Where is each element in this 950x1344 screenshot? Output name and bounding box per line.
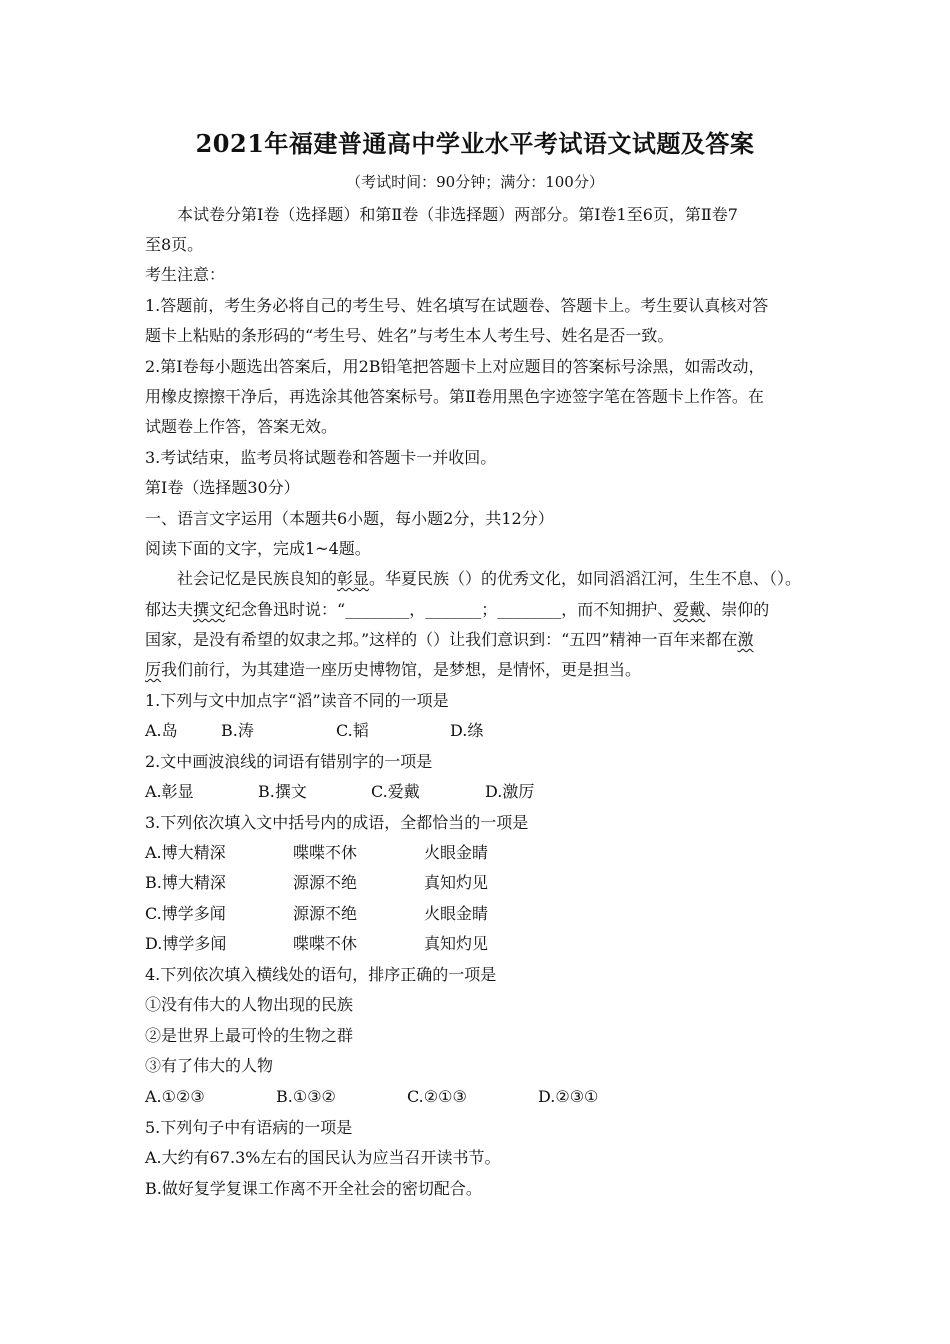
fill-blank: _______ [425, 600, 482, 619]
passage-text: 、崇仰的 [705, 600, 770, 619]
passage-line [145, 659, 641, 681]
option-a: A.彰显 [145, 782, 194, 801]
sentence-item: ③有了伟大的人物 [145, 1056, 274, 1075]
option-b: B.涛 [221, 721, 254, 740]
notice-line: 试题卷上作答，答案无效。 [145, 417, 338, 436]
option-d: D.绦 [450, 721, 484, 740]
wavy-word: 撰文 [193, 600, 226, 619]
option-b: B.撰文 [258, 782, 307, 801]
passage-text: 国家，是没有希望的奴隶之邦。”这样的（）让我们意识到：“五四”精神一百年来都在 [145, 630, 738, 649]
option-a: A.大约有67.3%左右的国民认为应当召开读书节。 [145, 1148, 501, 1167]
intro-line: 本试卷分第Ⅰ卷（选择题）和第Ⅱ卷（非选择题）两部分。第Ⅰ卷1至6页，第Ⅱ卷7 [177, 205, 738, 224]
sentence-item: ①没有伟大的人物出现的民族 [145, 995, 354, 1014]
section-heading: 第Ⅰ卷（选择题30分） [145, 478, 300, 497]
option-a-idiom: 火眼金睛 [424, 843, 489, 862]
option-b: B.做好复学复课工作离不开全社会的密切配合。 [145, 1179, 482, 1198]
notice-line: 用橡皮擦擦干净后，再选涂其他答案标号。第Ⅱ卷用黑色字迹签字笔在答题卡上作答。在 [145, 387, 764, 406]
option-d: D.激厉 [485, 782, 535, 801]
passage-text: ； [481, 600, 498, 619]
wavy-word: 厉 [145, 660, 162, 679]
question-stem: 2.文中画波浪线的词语有错别字的一项是 [145, 752, 433, 771]
passage-text: 郁达夫 [145, 600, 194, 619]
question-stem: 3.下列依次填入文中括号内的成语，全都恰当的一项是 [145, 813, 529, 832]
passage-text: 。华夏民族（）的优秀文化，如同滔滔江河，生生不息、（）。 [369, 569, 802, 588]
page-title: 2021年福建普通高中学业水平考试语文试题及答案 [195, 129, 755, 158]
notice-line: 1.答题前，考生务必将自己的考生号、姓名填写在试题卷、答题卡上。考生要认真核对答 [145, 296, 769, 315]
exam-time-note: （考试时间：90分钟；满分：100分） [346, 173, 604, 191]
passage-text: 我们前行，为其建造一座历史博物馆，是梦想，是情怀，更是担当。 [161, 660, 642, 679]
fill-blank: ________ [497, 600, 562, 619]
fill-blank: ________ [345, 600, 410, 619]
notice-line: 3.考试结束，监考员将试题卷和答题卡一并收回。 [145, 448, 497, 467]
option-a: A.博大精深 [145, 843, 226, 862]
option-c: C.②①③ [407, 1087, 467, 1106]
question-stem: 5.下列句子中有语病的一项是 [145, 1118, 353, 1137]
option-b: B.①③② [276, 1087, 336, 1106]
option-a-idiom: 喋喋不休 [293, 843, 358, 862]
passage-text: ， [409, 600, 426, 619]
notice-line: 题卡上粘贴的条形码的“考生号、姓名”与考生本人考生号、姓名是否一致。 [145, 326, 674, 345]
part-heading: 一、语言文字运用（本题共6小题，每小题2分，共12分） [145, 509, 554, 528]
option-d-idiom: 真知灼见 [424, 934, 489, 953]
passage-text: ，而不知拥护、 [561, 600, 674, 619]
wavy-word: 激 [737, 630, 754, 649]
wavy-word: 爱戴 [673, 600, 706, 619]
option-d: D.博学多闻 [145, 934, 227, 953]
passage-text: 纪念鲁迅时说：“ [225, 600, 346, 619]
question-stem: 1.下列与文中加点字“滔”读音不同的一项是 [145, 691, 449, 710]
option-a: A.岛 [145, 721, 178, 740]
reading-instruction: 阅读下面的文字，完成1~4题。 [145, 539, 371, 558]
option-d-idiom: 喋喋不休 [293, 934, 358, 953]
wavy-word: 彰显 [337, 569, 370, 588]
option-c: C.韬 [336, 721, 369, 740]
option-a: A.①②③ [145, 1087, 205, 1106]
passage-line [145, 629, 754, 651]
passage-line [145, 599, 769, 621]
option-d: D.②③① [538, 1087, 599, 1106]
question-stem: 4.下列依次填入横线处的语句，排序正确的一项是 [145, 965, 497, 984]
option-c-idiom: 源源不绝 [293, 904, 358, 923]
notice-heading: 考生注意： [145, 265, 226, 284]
option-b: B.博大精深 [145, 873, 226, 892]
option-c: C.爱戴 [371, 782, 420, 801]
intro-line: 至8页。 [145, 235, 204, 254]
sentence-item: ②是世界上最可怜的生物之群 [145, 1026, 354, 1045]
option-b-idiom: 源源不绝 [293, 873, 358, 892]
notice-line: 2.第Ⅰ卷每小题选出答案后，用2B铅笔把答题卡上对应题目的答案标号涂黑，如需改动， [145, 357, 765, 376]
passage-line [177, 568, 801, 590]
option-c: C.博学多闻 [145, 904, 226, 923]
passage-text: 社会记忆是民族良知的 [177, 569, 338, 588]
option-c-idiom: 火眼金睛 [424, 904, 489, 923]
option-b-idiom: 真知灼见 [424, 873, 489, 892]
